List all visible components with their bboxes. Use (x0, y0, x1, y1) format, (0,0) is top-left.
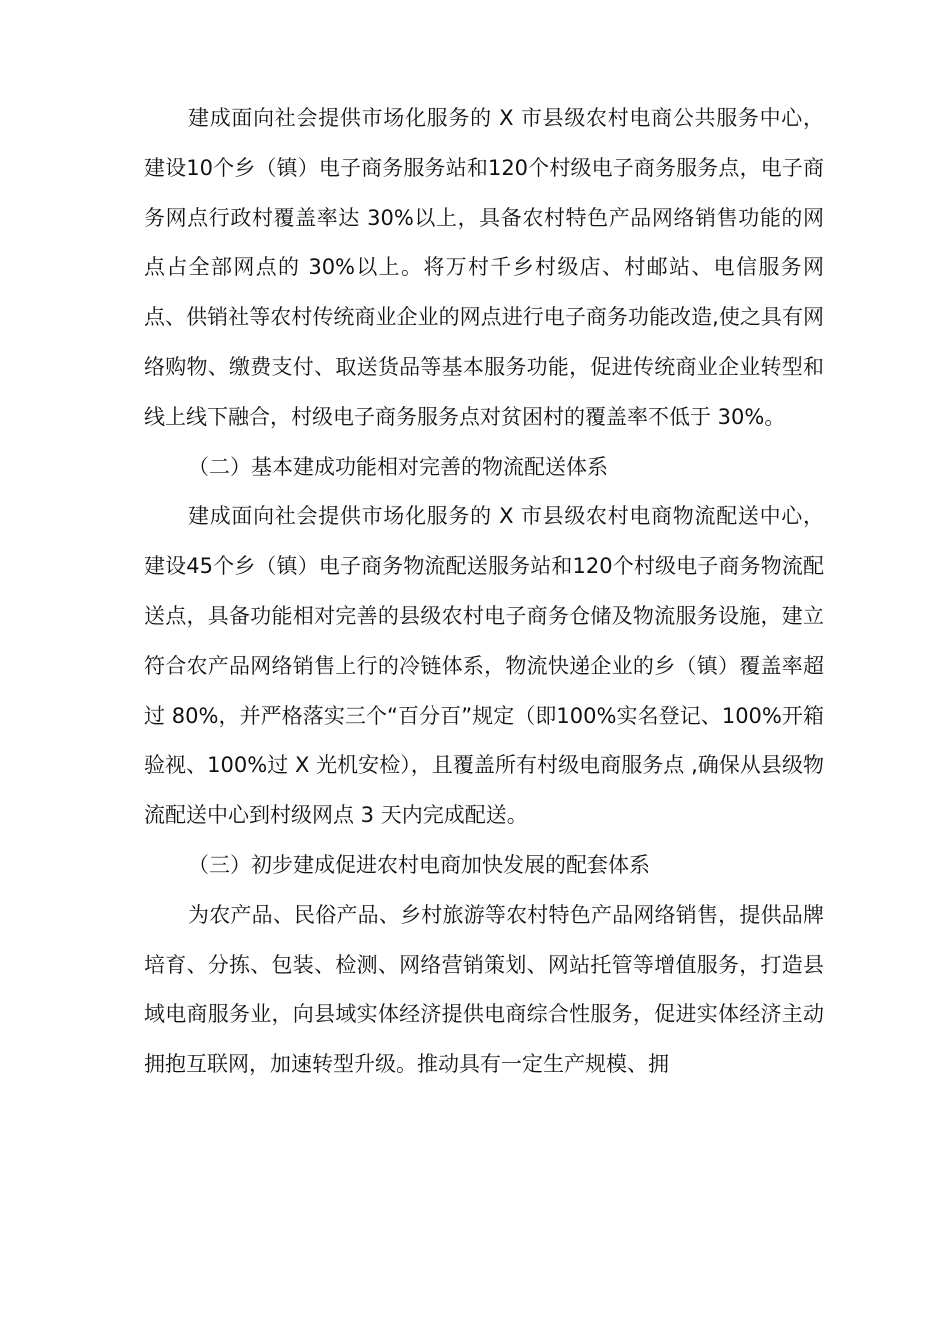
paragraph-support-system: 为农产品、民俗产品、乡村旅游等农村特色产品网络销售，提供品牌培育、分拣、包装、检测、网络营销策划、网站托管等增值服务，打造县域电商服务业，向县域实体经济提供电商综合性服务，促进实体经济主动拥抱互联网，加速转型升级。推动具有一定生产规模、拥 (144, 902, 824, 1077)
section-heading-logistics: （二）基本建成功能相对完善的物流配送体系 (188, 454, 608, 479)
document-body (144, 94, 824, 1090)
paragraph-logistics: 建成面向社会提供市场化服务的 X 市县级农村电商物流配送中心，建设45个乡（镇）电子商务物流配送服务站和120个村级电子商务物流配送点，具备功能相对完善的县级农村电子商务仓储及物流服务设施，建立符合农产品网络销售上行的冷链体系，物流快递企业的乡（镇）覆盖率超过 80%，并严格落实三个“百分百”规定（即100%实名登记、100%开箱验视、100%过 X 光机安检），且覆盖所有村级电商服务点 ,确保从县级物流配送中心到村级网点 3 天内完成配送。 (144, 504, 824, 828)
section-heading-support-system: （三）初步建成促进农村电商加快发展的配套体系 (188, 852, 650, 877)
paragraph-service-center: 建成面向社会提供市场化服务的 X 市县级农村电商公共服务中心，建设10个乡（镇）电子商务服务站和120个村级电子商务服务点，电子商务网点行政村覆盖率达 30%以上，具备农村特色产品网络销售功能的网点占全部网点的 30%以上。将万村千乡村级店、村邮站、电信服务网点、供销社等农村传统商业企业的网点进行电子商务功能改造,使之具有网络购物、缴费支付、取送货品等基本服务功能，促进传统商业企业转型和线上线下融合，村级电子商务服务点对贫困村的覆盖率不低于 30%。 (144, 106, 824, 429)
